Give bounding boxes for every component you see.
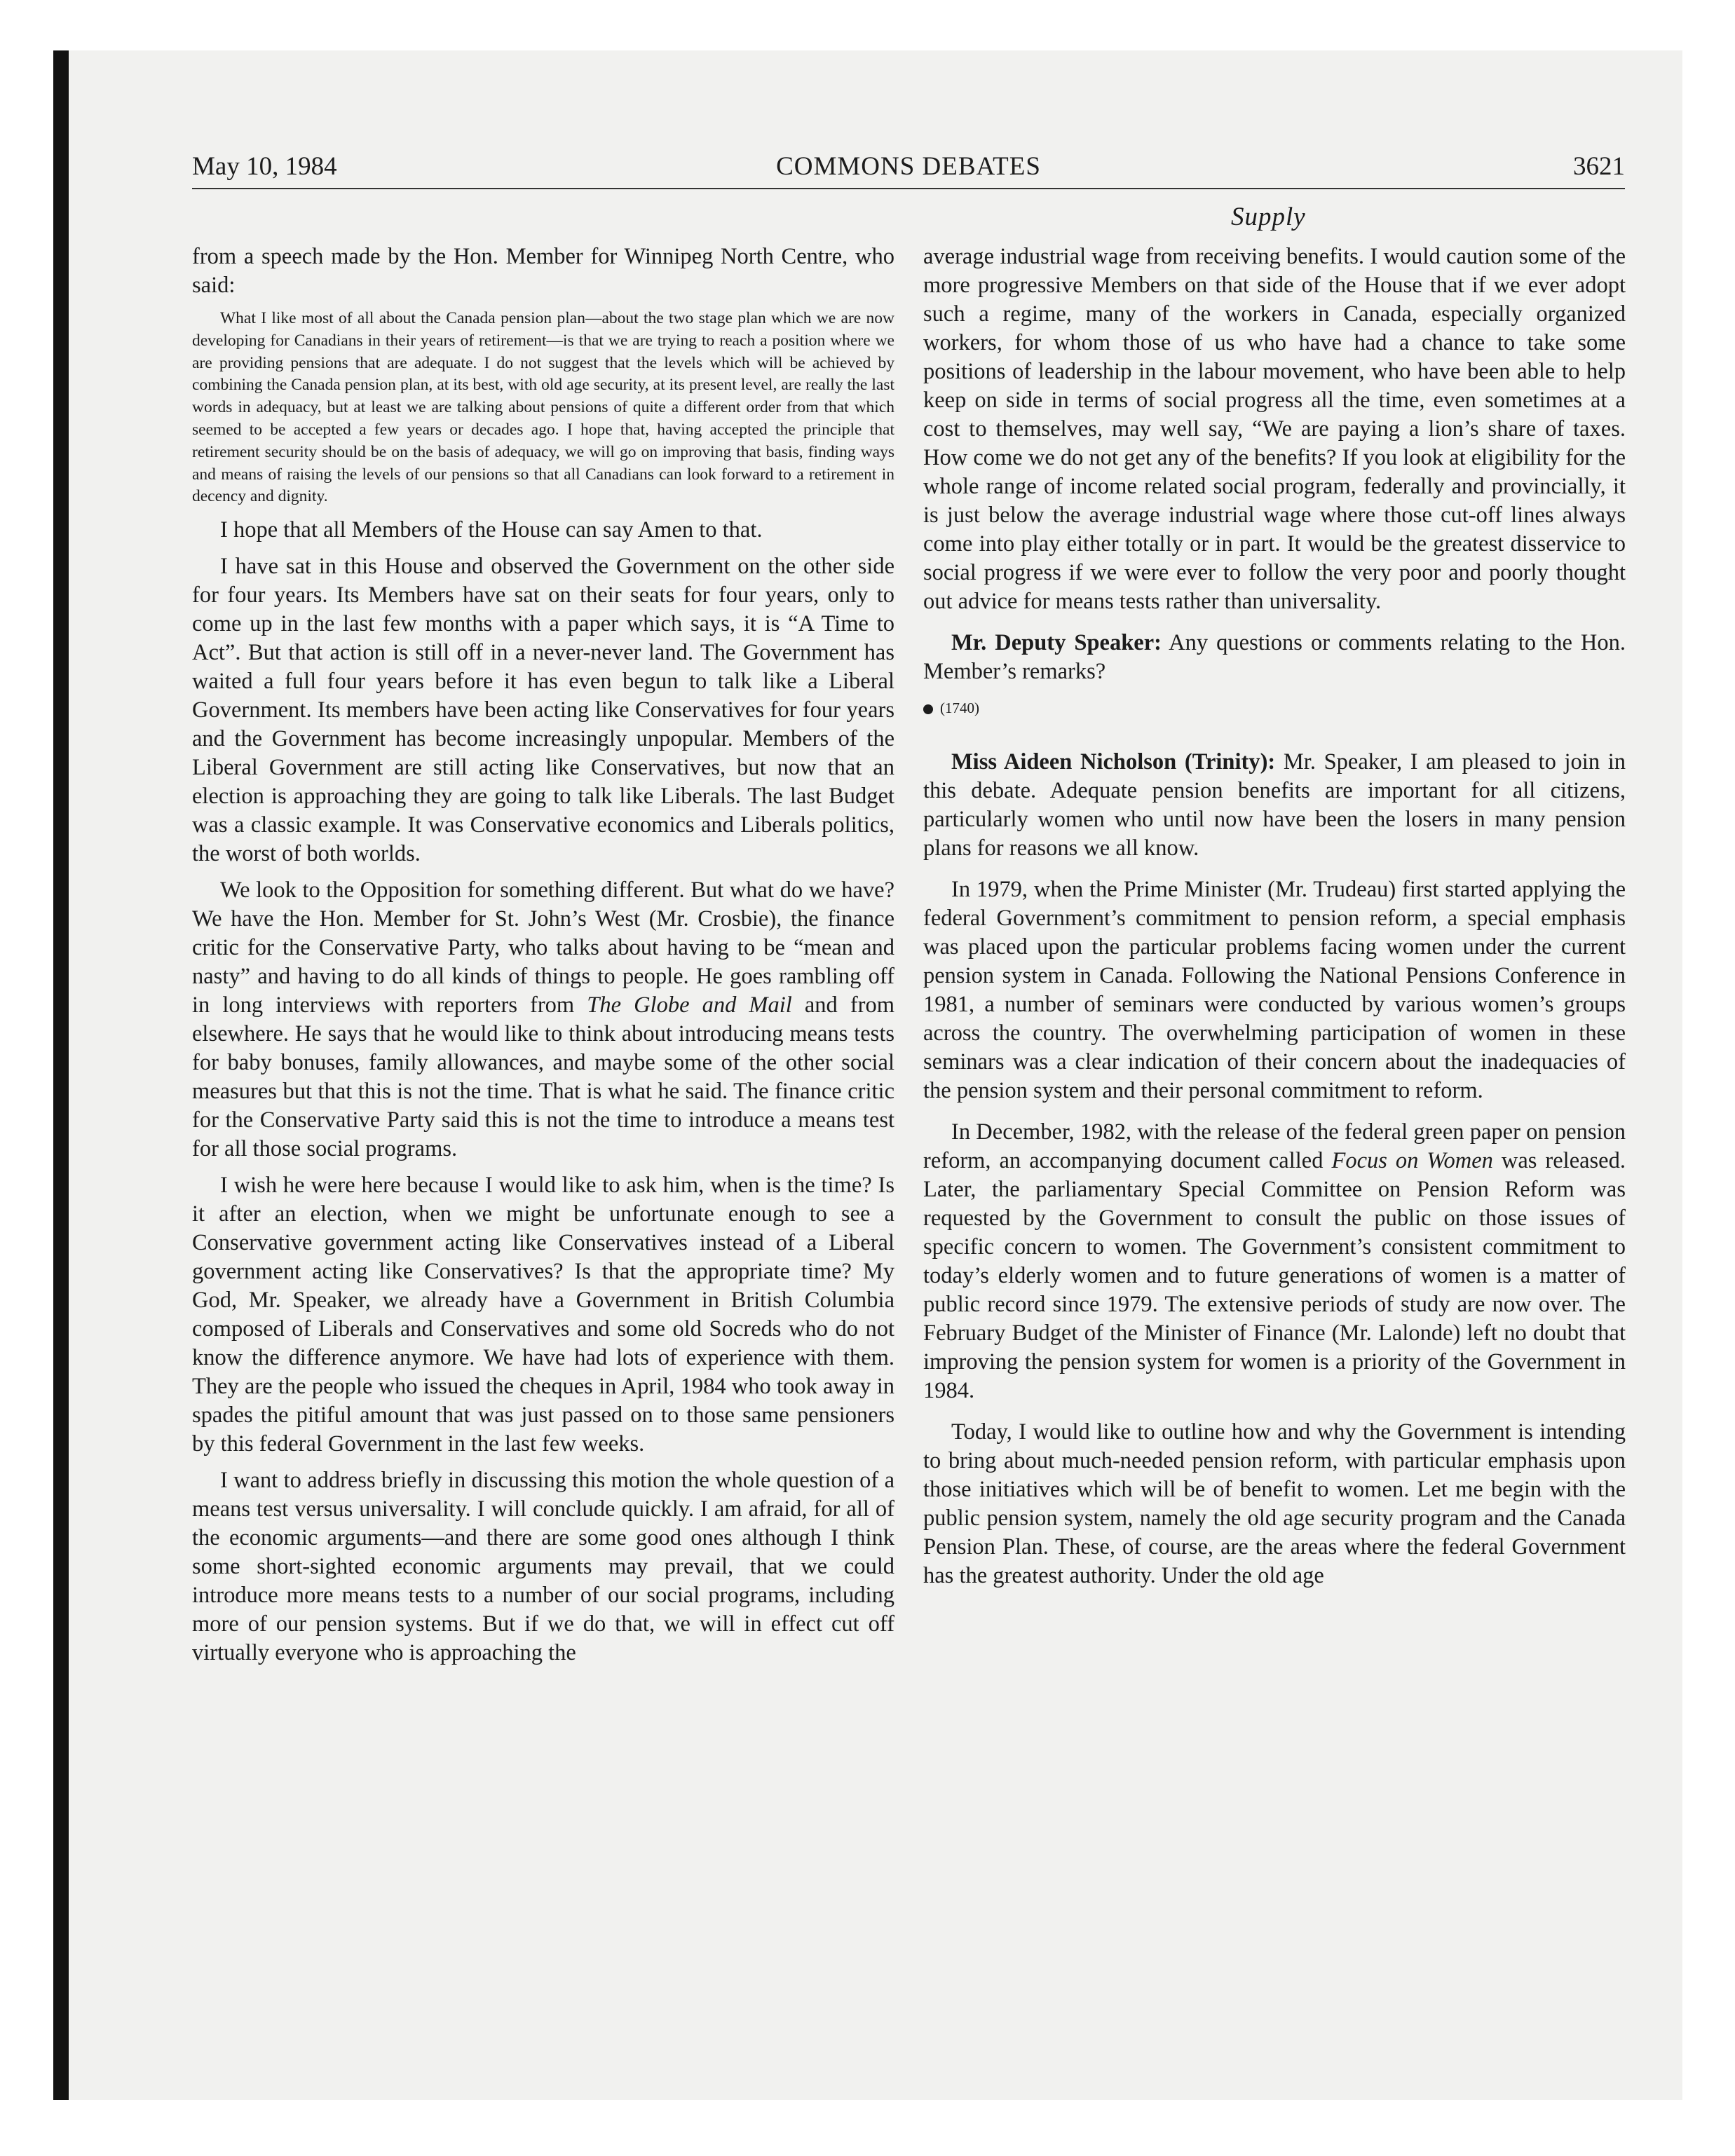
text-run: Any questions or comments relating to the Hon. Member’s remarks? xyxy=(923,630,1626,684)
text-run: Mr. Speaker, I am pleased to join in this debate. Adequate pension benefits are important for all citizens, particularly women who until now have been the losers in many pension plans for reasons we all know. xyxy=(923,749,1626,861)
header-date: May 10, 1984 xyxy=(192,152,337,181)
block-quote: What I like most of all about the Canada pension plan—about the two stage plan which we are now developing for Canadians in their years of retirement—is that we are trying to reach a position where we are providing pensions that are adequate. I do not suggest that the levels which will be achieved by combining the Canada pension plan, at its best, with old age security, at its present level, are really the last words in adequacy, but at least we are talking about pensions of quite a different order from that which seemed to be accepted a few years or decades ago. I hope that, having accepted the principle that retirement security should be on the basis of adequacy, we will go on improving that basis, finding ways and means of raising the levels of our pensions so that all Canadians can look forward to a retirement in decency and dignity. xyxy=(192,309,894,506)
time-marker xyxy=(923,697,1626,718)
text-run: was released. Later, the parliamentary Special Committee on Pension Reform was requested by the Government to consult the public on those issues of specific concern to women. The Government’s consistent commitment to today’s elderly women and to future generations of women is a matter of public record since 1979. The extensive periods of study are now over. The February Budget of the Minister of Finance (Mr. Lalonde) left no doubt that improving the pension system for women is a priority of the Government in 1984. xyxy=(923,1148,1626,1403)
paragraph: I wish he were here because I would like to ask him, when is the time? Is it after an election, when we might be unfortunate enough to see a Conservative government acting like Conservatives instead of a Liberal government acting like Conservatives? Is that the appropriate time? My God, Mr. Speaker, we already have a Government in British Columbia composed of Liberals and Conservatives and some old Socreds who do not know the difference anymore. We have had lots of experience with them. They are the people who issued the cheques in April, 1984 who took away in spades the pitiful amount that was just passed on to those same pensioners by this federal Government in the last few weeks. xyxy=(192,1173,894,1457)
header-title: COMMONS DEBATES xyxy=(776,152,1041,181)
paragraph: I want to address briefly in discussing this motion the whole question of a means test versus universality. I will conclude quickly. I am afraid, for all of the economic arguments—and there are some good ones although I think some short-sighted economic arguments may prevail, that we could introduce more means tests to a number of our social programs, including more of our pension systems. But if we do that, we will in effect cut off virtually everyone who is approaching the xyxy=(192,1468,894,1666)
italic-title: Focus on Women xyxy=(1331,1148,1493,1173)
paragraph: from a speech made by the Hon. Member for Winnipeg North Centre, who said: xyxy=(192,244,894,298)
bullet-icon xyxy=(923,704,933,714)
paragraph: I hope that all Members of the House can say Amen to that. xyxy=(220,517,763,543)
italic-title: The Globe and Mail xyxy=(587,992,792,1018)
text-run: In December, 1982, with the release of the federal green paper on pension reform, an accompanying document called xyxy=(923,1119,1626,1173)
paragraph xyxy=(923,1118,1626,1405)
paragraph: In 1979, when the Prime Minister (Mr. Trudeau) first started applying the federal Government’s commitment to pension reform, a special emphasis was placed upon the particular problems facing women under the current pension system in Canada. Following the National Pensions Conference in 1981, a number of seminars were conducted by various women’s groups across the country. The overwhelming participation of women in these seminars was a clear indication of their concern about the inadequacies of the pension system and their personal commitment to reform. xyxy=(923,877,1626,1103)
text-run: We look to the Opposition for something different. But what do we have? We have the Hon. Member for St. John’s West (Mr. Crosbie), the finance critic for the Conservative Party, who talks about having to be “mean and nasty” and having to do all kinds of things to people. He goes rambling off in long interviews with reporters from xyxy=(192,878,894,1018)
speaker-paragraph xyxy=(923,748,1626,863)
right-column xyxy=(923,243,1626,1905)
time-label: (1740) xyxy=(940,700,979,716)
speaker-paragraph xyxy=(923,629,1626,686)
paragraph xyxy=(192,876,894,1164)
speaker-name: Mr. Deputy Speaker: xyxy=(951,630,1162,655)
speaker-name: Miss Aideen Nicholson (Trinity): xyxy=(951,749,1276,775)
paragraph: I have sat in this House and observed the Government on the other side for four years. Its Members have sat on their seats for four years, only to come up in the last few months with a paper which says, it is “A Time to Act”. But that action is still off in a never-never land. The Government has waited a full four years before it has even begun to talk like a Liberal Government. Its members have been acting like Conservatives for four years and the Government has become increasingly unpopular. Members of the Liberal Government are still acting like Conservatives, but now that an election is approaching they are going to talk like Liberals. The last Budget was a classic example. It was Conservative economics and Liberals politics, the worst of both worlds. xyxy=(192,554,894,867)
page-header xyxy=(192,147,1625,189)
left-column xyxy=(192,243,894,1905)
header-page-number: 3621 xyxy=(1573,152,1625,181)
paragraph: average industrial wage from receiving benefits. I would caution some of the more progressive Members on that side of the House that if we ever adopt such a regime, many of the workers in Canada, especially organized workers, for whom those of us who have had a chance to take some positions of leadership in the labour movement, who have been able to help keep on side in terms of social progress all the time, even sometimes at a cost to themselves, may well say, “We are paying a lion’s share of taxes. How come we do not get any of the benefits? If you look at eligibility for the whole range of income related social program, federally and provincially, it is just below the average industrial wage where those cut-off lines always come into play either totally or in part. It would be the greatest disservice to social progress if we were ever to follow the very poor and poorly thought out advice for means tests rather than universality. xyxy=(923,244,1626,614)
text-run: and from elsewhere. He says that he would like to think about introducing means tests for baby bonuses, family allowances, and maybe some of the other social measures but that this is not the time. That is what he said. The finance critic for the Conservative Party said this is not the time to introduce a means test for all those social programs. xyxy=(192,992,894,1162)
paragraph: Today, I would like to outline how and why the Government is intending to bring about much-needed pension reform, with particular emphasis upon those initiatives which will be of benefit to women. Let me begin with the public pension system, namely the old age security program and the Canada Pension Plan. These, of course, are the areas where the federal Government has the greatest authority. Under the old age xyxy=(923,1419,1626,1588)
section-title: Supply xyxy=(1231,203,1306,231)
